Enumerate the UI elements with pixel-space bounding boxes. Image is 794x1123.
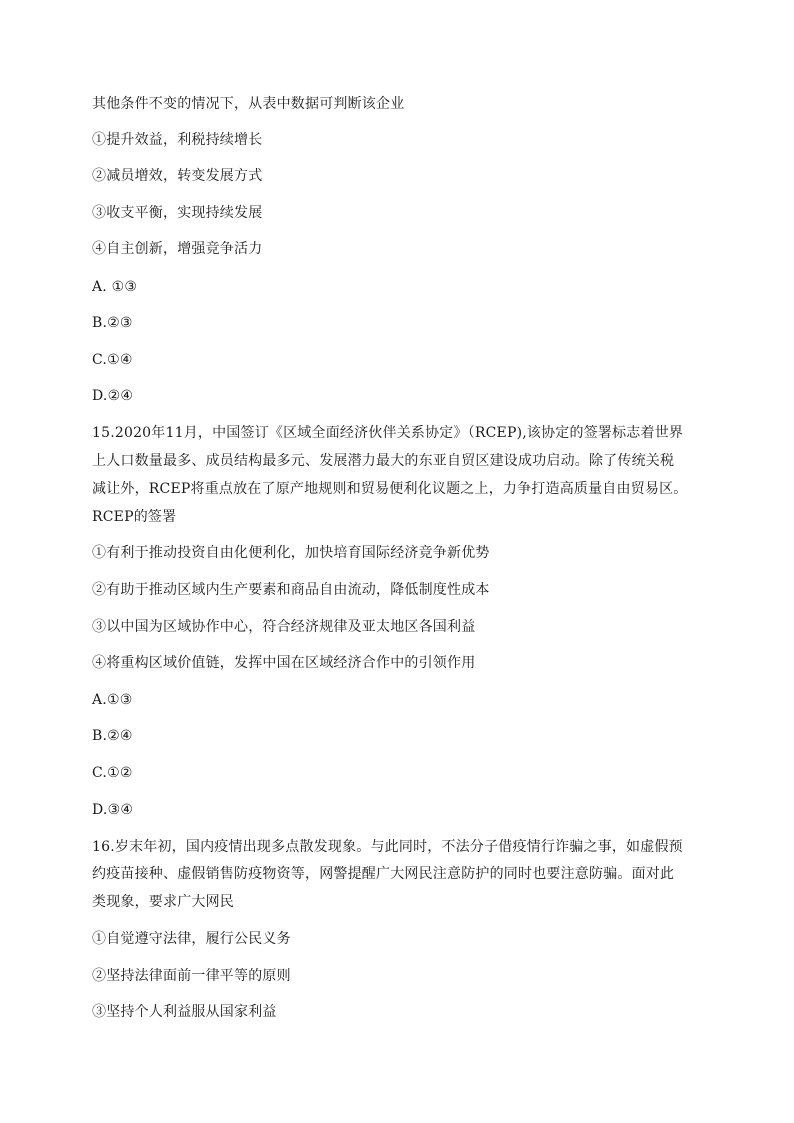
q15-choice-d: D.③④	[92, 802, 134, 818]
q15-choice-a: A.①③	[92, 692, 133, 708]
q14-choice-d: D.②④	[92, 388, 134, 404]
q14-choice-b: B.②③	[92, 315, 133, 331]
q15-option-2: ②有助于推动区域内生产要素和商品自由流动，降低制度性成本	[92, 582, 490, 598]
q15-choice-b: B.②④	[92, 728, 133, 744]
q14-option-3: ③收支平衡，实现持续发展	[92, 205, 263, 221]
q15-stem-line-1: 15.2020年11月，中国签订《区域全面经济伙伴关系协定》（RCEP),该协定的签署标志着世界	[92, 425, 684, 441]
q14-option-4: ④自主创新，增强竞争活力	[92, 241, 263, 257]
q15-stem-line-3: 减让外，RCEP将重点放在了原产地规则和贸易便利化议题之上，力争打造高质量自由贸易区。	[92, 481, 688, 497]
q16-stem-line-1: 16.岁末年初，国内疫情出现多点散发现象。与此同时，不法分子借疫情行诈骗之事，如虚假预	[92, 839, 683, 855]
q14-option-2: ②减员增效，转变发展方式	[92, 168, 263, 184]
q15-choice-c: C.①②	[92, 765, 133, 781]
q16-option-1: ①自觉遵守法律，履行公民义务	[92, 931, 291, 947]
q15-option-3: ③以中国为区域协作中心，符合经济规律及亚太地区各国利益	[92, 619, 476, 635]
q15-stem-line-4: RCEP的签署	[92, 509, 177, 525]
q16-option-3: ③坚持个人利益服从国家利益	[92, 1004, 277, 1020]
q16-stem-line-2: 约疫苗接种、虚假销售防疫物资等，网警提醒广大网民注意防护的同时也要注意防骗。面对此	[92, 866, 675, 882]
q15-option-1: ①有利于推动投资自由化便利化，加快培育国际经济竞争新优势	[92, 545, 490, 561]
q15-option-4: ④将重构区域价值链，发挥中国在区域经济合作中的引领作用	[92, 655, 476, 671]
q14-choice-c: C.①④	[92, 352, 133, 368]
q14-option-1: ①提升效益，利税持续增长	[92, 132, 263, 148]
q16-option-2: ②坚持法律面前一律平等的原则	[92, 968, 291, 984]
q16-stem-line-3: 类现象，要求广大网民	[92, 894, 234, 910]
q14-stem: 其他条件不变的情况下，从表中数据可判断该企业	[92, 96, 405, 112]
q14-choice-a: A. ①③	[92, 279, 138, 295]
q15-stem-line-2: 上人口数量最多、成员结构最多元、发展潜力最大的东亚自贸区建设成功启动。除了传统关税	[92, 453, 675, 469]
